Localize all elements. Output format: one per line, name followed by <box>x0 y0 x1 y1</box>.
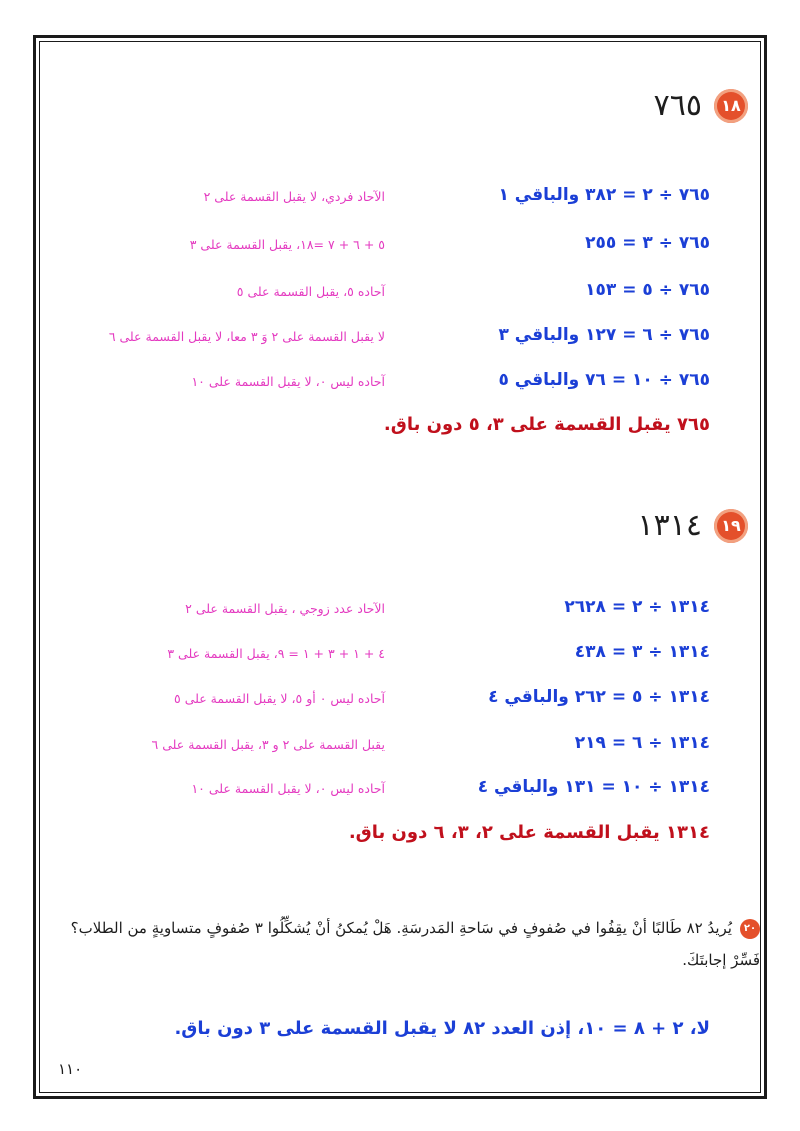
p19-row-1 <box>45 592 710 622</box>
p18-row-1-equation: ٧٦٥ ÷ ٢ = ٣٨٢ والباقي ١ <box>498 185 710 205</box>
p19-row-5 <box>45 772 710 802</box>
problem-18-badge: ١٨ <box>714 89 748 123</box>
p19-row-3 <box>45 682 710 712</box>
p18-row-3 <box>45 275 710 305</box>
p18-row-4-equation: ٧٦٥ ÷ ٦ = ١٢٧ والباقي ٣ <box>498 325 710 345</box>
p19-conclusion: ١٣١٤ يقبل القسمة على ٢، ٣، ٦ دون باق. <box>348 822 710 843</box>
p19-row-4-note: يقبل القسمة على ٢ و ٣، يقبل القسمة على ٦ <box>151 736 385 752</box>
p18-row-5-equation: ٧٦٥ ÷ ١٠ = ٧٦ والباقي ٥ <box>498 370 710 390</box>
page-number: ١١٠ <box>58 1060 83 1078</box>
p18-row-1-note: الآحاد فردي، لا يقبل القسمة على ٢ <box>203 188 385 204</box>
p18-row-4-note: لا يقبل القسمة على ٢ وَ ٣ معا، لا يقبل القسمة على ٦ <box>108 328 385 344</box>
problem-19-number: ١٣١٤ <box>637 508 702 543</box>
problem-18-header <box>654 88 748 123</box>
problem-19-header <box>638 508 748 543</box>
p18-conclusion: ٧٦٥ يقبل القسمة على ٣، ٥ دون باق. <box>383 414 710 435</box>
problem-19-badge: ١٩ <box>714 509 748 543</box>
p18-row-2 <box>45 228 710 258</box>
p18-row-3-note: آحاده ٥، يقبل القسمة على ٥ <box>236 283 385 299</box>
p19-row-4-equation: ١٣١٤ ÷ ٦ = ٢١٩ <box>574 733 710 753</box>
p19-row-5-note: آحاده ليس ٠، لا يقبل القسمة على ١٠ <box>191 780 385 796</box>
p19-row-3-equation: ١٣١٤ ÷ ٥ = ٢٦٢ والباقي ٤ <box>488 687 710 707</box>
problem-20-badge: ٢٠ <box>740 919 760 939</box>
p19-row-5-equation: ١٣١٤ ÷ ١٠ = ١٣١ والباقي ٤ <box>477 777 710 797</box>
p19-row-2-note: ٤ + ١ + ٣ + ١ = ٩، يقبل القسمة على ٣ <box>167 645 385 661</box>
problem-18-number: ٧٦٥ <box>653 88 702 123</box>
p18-row-2-equation: ٧٦٥ ÷ ٣ = ٢٥٥ <box>585 233 710 253</box>
p18-row-5-note: آحاده ليس ٠، لا يقبل القسمة على ١٠ <box>191 373 385 389</box>
p18-row-3-equation: ٧٦٥ ÷ ٥ = ١٥٣ <box>585 280 710 300</box>
p19-row-1-note: الآحاد عدد زوجي ، يقبل القسمة على ٢ <box>185 600 385 616</box>
p18-row-4 <box>45 320 710 350</box>
p20-question <box>50 912 760 976</box>
p20-answer: لا، ٢ + ٨ = ١٠، إذن العدد ٨٢ لا يقبل القسمة على ٣ دون باق. <box>174 1018 710 1039</box>
p18-row-1 <box>45 180 710 210</box>
p18-row-5 <box>45 365 710 395</box>
p19-row-2 <box>45 637 710 667</box>
p19-row-1-equation: ١٣١٤ ÷ ٢ = ٢٦٢٨ <box>564 597 710 617</box>
p18-row-2-note: ٥ + ٦ + ٧ =١٨، يقبل القسمة على ٣ <box>189 236 385 252</box>
p19-row-2-equation: ١٣١٤ ÷ ٣ = ٤٣٨ <box>574 642 710 662</box>
p19-row-4 <box>45 728 710 758</box>
p20-question-text: يُريدُ ٨٢ طَالبًا أنْ يقِفُوا في صُفوفٍ في سَاحةِ المَدرسَةِ. هَلْ يُمكنُ أنْ يُشكِّلُوا ٣ صُفوفٍ متساويةٍ من الطلاب؟ فَسِّرْ إجابتَكَ. <box>70 919 760 969</box>
p19-row-3-note: آحاده ليس ٠ أو ٥، لا يقبل القسمة على ٥ <box>174 690 385 706</box>
